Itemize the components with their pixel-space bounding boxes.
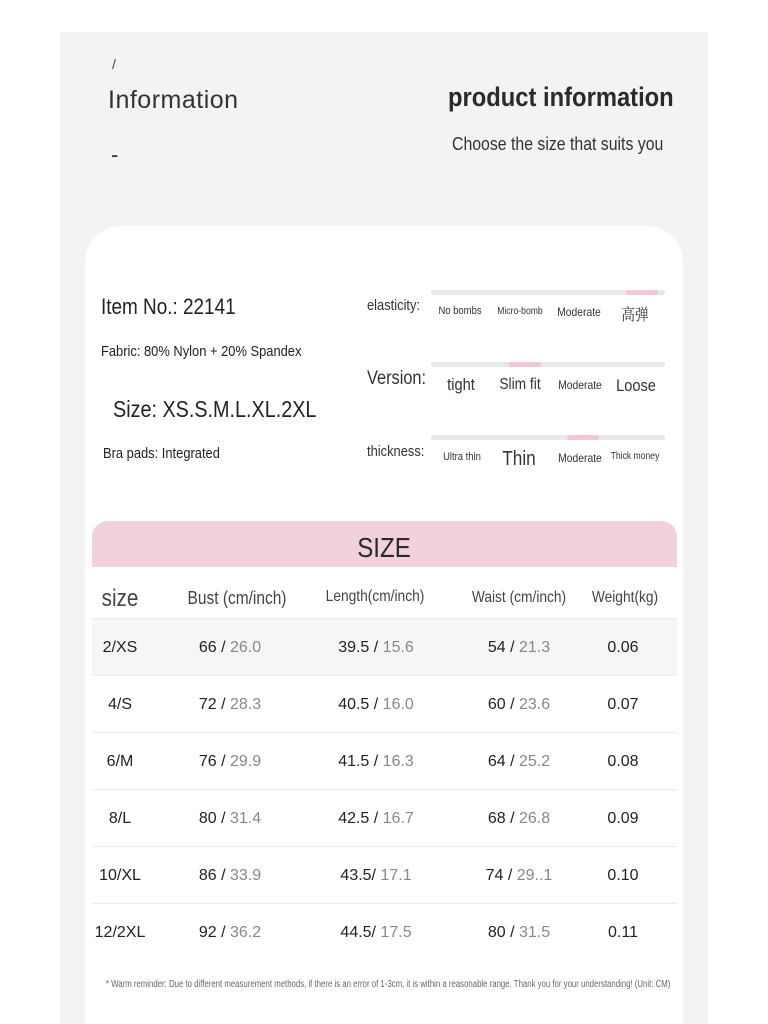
product-subtitle: Choose the size that suits you xyxy=(452,134,664,154)
length-cell-len-sep: / xyxy=(369,753,383,770)
weight-cell xyxy=(607,639,638,657)
bust-cell-bust-sep: / xyxy=(216,639,230,656)
length-cell-len-cm: 44.5 xyxy=(340,924,372,941)
size-cell-size: 6/M xyxy=(106,753,134,770)
bust-cell xyxy=(199,696,261,714)
elasticity-option-0: No bombs xyxy=(438,305,482,317)
bust-cell-bust-cm: 72 xyxy=(198,696,217,713)
size-cell-size: 4/S xyxy=(107,696,133,713)
table-row xyxy=(92,903,677,961)
version-label: Version: xyxy=(367,368,427,389)
version-option-1: Slim fit xyxy=(499,376,541,393)
bust-cell xyxy=(199,867,261,885)
bust-cell-bust-sep: / xyxy=(216,810,230,827)
elasticity-label: elasticity: xyxy=(367,297,421,314)
size-cell xyxy=(103,639,138,657)
waist-cell-waist-sep: / xyxy=(503,867,517,884)
length-cell-len-cm: 41.5 xyxy=(338,753,370,770)
waist-cell-waist-in: 29..1 xyxy=(516,867,553,884)
length-cell-len-cm: 39.5 xyxy=(338,639,370,656)
waist-cell xyxy=(488,810,550,828)
bust-cell xyxy=(199,924,261,942)
waist-cell-waist-sep: / xyxy=(505,753,519,770)
length-cell-len-sep: / xyxy=(369,696,383,713)
bust-cell-bust-sep: / xyxy=(216,924,230,941)
table-row xyxy=(92,846,677,904)
length-cell xyxy=(338,639,414,657)
weight-cell xyxy=(607,696,638,714)
elasticity-option-2: Moderate xyxy=(557,305,601,319)
length-cell-len-cm: 42.5 xyxy=(338,810,370,827)
bust-cell-bust-cm: 92 xyxy=(198,924,217,941)
thickness-highlight xyxy=(567,435,599,440)
length-cell-len-sep: / xyxy=(369,810,383,827)
bust-cell-bust-in: 26.0 xyxy=(230,639,262,656)
bust-cell-bust-in: 31.4 xyxy=(230,810,262,827)
version-highlight xyxy=(509,362,541,367)
thickness-option-1: Thin xyxy=(502,448,536,470)
size-cell xyxy=(108,696,132,714)
elasticity-option-1: Micro-bomb xyxy=(497,306,543,317)
column-header-bust: Bust (cm/inch) xyxy=(187,588,287,608)
weight-cell xyxy=(608,924,638,942)
table-row xyxy=(92,618,677,676)
bust-cell xyxy=(199,810,261,828)
item-number: Item No.: 22141 xyxy=(101,294,236,319)
waist-cell-waist-cm: 80 xyxy=(487,924,506,941)
length-cell-len-sep: / xyxy=(371,924,381,941)
warm-reminder-note: * Warm reminder: Due to different measurement methods, if there is an error of 1-3cm, it is within a reasonable range. Thank you for your understanding! (Unit: CM) xyxy=(106,979,671,990)
size-cell-size: 12/2XL xyxy=(94,924,146,941)
size-table-title: SIZE xyxy=(357,532,411,563)
elasticity-highlight xyxy=(626,290,658,295)
waist-cell-waist-cm: 74 xyxy=(485,867,504,884)
length-cell-len-sep: / xyxy=(371,867,381,884)
weight-cell-weight: 0.11 xyxy=(608,924,638,941)
length-cell-len-cm: 43.5 xyxy=(340,867,372,884)
waist-cell-waist-sep: / xyxy=(505,696,519,713)
size-cell xyxy=(95,924,146,942)
header-dash: - xyxy=(111,142,119,167)
waist-cell-waist-cm: 54 xyxy=(487,639,506,656)
size-cell xyxy=(109,810,131,828)
version-option-2: Moderate xyxy=(558,378,602,392)
version-track xyxy=(431,362,665,367)
waist-cell xyxy=(488,753,550,771)
thickness-option-2: Moderate xyxy=(558,451,602,465)
waist-cell-waist-sep: / xyxy=(505,924,519,941)
bust-cell-bust-in: 36.2 xyxy=(230,924,262,941)
bust-cell-bust-in: 29.9 xyxy=(230,753,262,770)
bust-cell-bust-sep: / xyxy=(216,867,230,884)
size-cell-size: 2/XS xyxy=(102,639,138,656)
bust-cell-bust-sep: / xyxy=(216,696,230,713)
thickness-option-0: Ultra thin xyxy=(443,451,481,463)
size-cell-size: 10/XL xyxy=(99,867,141,884)
elasticity-track xyxy=(431,290,665,295)
size-cell xyxy=(107,753,134,771)
size-cell xyxy=(99,867,141,885)
column-header-waist: Waist (cm/inch) xyxy=(471,589,567,606)
waist-cell-waist-sep: / xyxy=(505,810,519,827)
length-cell xyxy=(338,810,414,828)
weight-cell-weight: 0.09 xyxy=(607,810,639,827)
weight-cell-weight: 0.10 xyxy=(607,867,639,884)
bust-cell-bust-sep: / xyxy=(216,753,230,770)
column-header-length: Length(cm/inch) xyxy=(325,588,425,605)
column-header-weight: Weight(kg) xyxy=(591,589,659,606)
weight-cell xyxy=(607,753,638,771)
length-cell xyxy=(338,696,414,714)
bust-cell xyxy=(199,639,261,657)
thickness-track xyxy=(431,435,665,440)
waist-cell-waist-in: 31.5 xyxy=(519,924,551,941)
thickness-label: thickness: xyxy=(367,443,425,460)
product-information-title: product information xyxy=(448,82,674,112)
waist-cell-waist-in: 26.8 xyxy=(519,810,551,827)
bust-cell-bust-in: 33.9 xyxy=(230,867,262,884)
information-title: Information xyxy=(108,86,239,114)
length-cell-len-in: 17.1 xyxy=(380,867,412,884)
weight-cell-weight: 0.06 xyxy=(607,639,639,656)
elasticity-option-3: 高弹 xyxy=(621,307,649,324)
size-cell-size: 8/L xyxy=(108,810,132,827)
length-cell-len-cm: 40.5 xyxy=(338,696,370,713)
weight-cell-weight: 0.07 xyxy=(607,696,639,713)
waist-cell xyxy=(488,924,550,942)
bust-cell-bust-cm: 86 xyxy=(198,867,217,884)
waist-cell-waist-cm: 64 xyxy=(487,753,506,770)
length-cell-len-in: 16.7 xyxy=(382,810,414,827)
length-cell xyxy=(340,867,411,885)
waist-cell-waist-sep: / xyxy=(505,639,519,656)
fabric-composition: Fabric: 80% Nylon + 20% Spandex xyxy=(101,343,302,360)
weight-cell xyxy=(607,810,638,828)
thickness-option-3: Thick money xyxy=(610,451,660,462)
waist-cell-waist-in: 21.3 xyxy=(519,639,551,656)
length-cell xyxy=(340,924,411,942)
waist-cell-waist-cm: 60 xyxy=(487,696,506,713)
waist-cell xyxy=(488,696,550,714)
bust-cell xyxy=(199,753,261,771)
waist-cell xyxy=(488,639,550,657)
length-cell-len-in: 16.0 xyxy=(382,696,414,713)
available-sizes: Size: XS.S.M.L.XL.2XL xyxy=(113,396,317,422)
bust-cell-bust-cm: 76 xyxy=(198,753,217,770)
length-cell-len-in: 16.3 xyxy=(382,753,414,770)
bust-cell-bust-cm: 66 xyxy=(198,639,217,656)
bust-cell-bust-cm: 80 xyxy=(198,810,217,827)
table-row xyxy=(92,789,677,847)
waist-cell-waist-cm: 68 xyxy=(487,810,506,827)
length-cell-len-in: 17.5 xyxy=(380,924,412,941)
header-slash: / xyxy=(112,56,116,72)
column-header-size: size xyxy=(101,585,139,612)
table-row xyxy=(92,732,677,790)
length-cell xyxy=(338,753,414,771)
bust-cell-bust-in: 28.3 xyxy=(230,696,262,713)
length-cell-len-in: 15.6 xyxy=(382,639,414,656)
waist-cell-waist-in: 25.2 xyxy=(519,753,551,770)
table-row xyxy=(92,675,677,733)
waist-cell-waist-in: 23.6 xyxy=(519,696,551,713)
bra-pads: Bra pads: Integrated xyxy=(103,445,220,462)
length-cell-len-sep: / xyxy=(369,639,383,656)
version-option-3: Loose xyxy=(616,376,656,395)
version-option-0: tight xyxy=(447,375,475,394)
waist-cell xyxy=(486,867,553,885)
weight-cell-weight: 0.08 xyxy=(607,753,639,770)
weight-cell xyxy=(607,867,638,885)
